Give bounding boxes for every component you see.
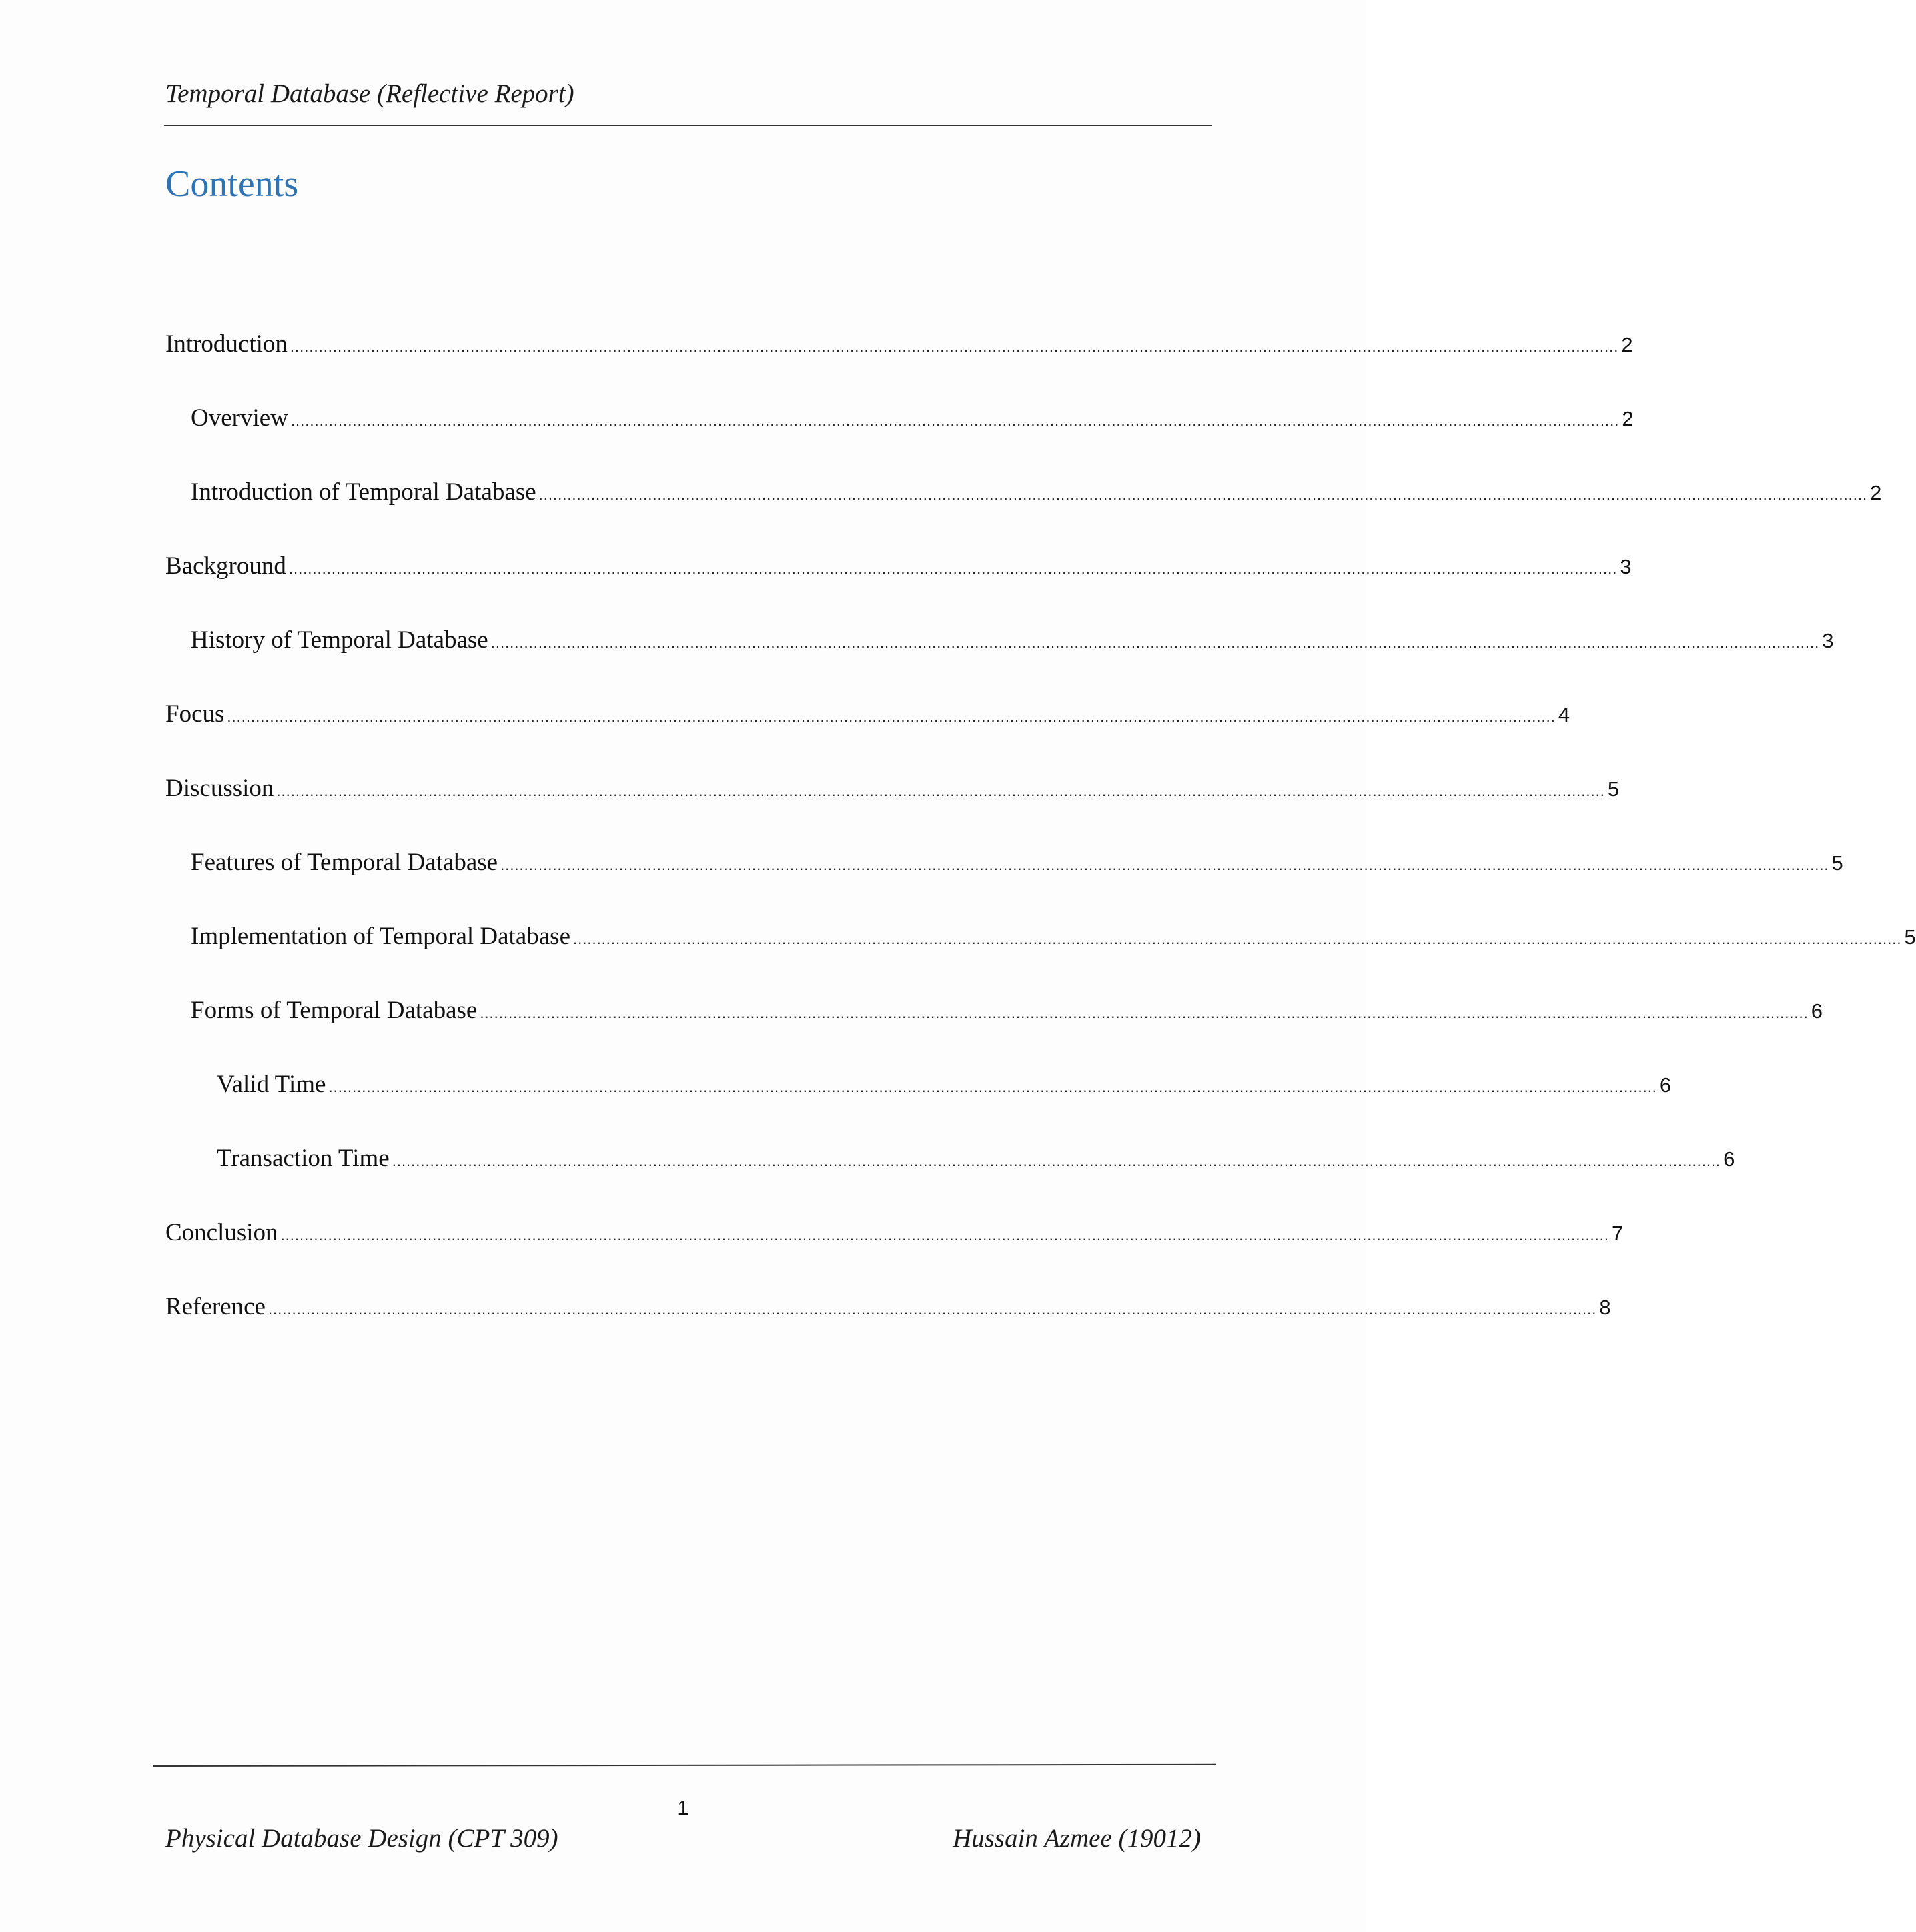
- toc-entry-label: Focus: [165, 700, 225, 728]
- toc-dot-leader: ........................................................................................................................................................................................................................................................................................: [500, 857, 1829, 873]
- toc-entry-label: Overview: [191, 404, 288, 432]
- toc-entry-forms-of-temporal-database[interactable]: [165, 993, 1823, 1067]
- toc-entry-implementation-of-temporal-database[interactable]: [165, 919, 1916, 993]
- toc-entry-features-of-temporal-database[interactable]: [165, 845, 1843, 919]
- toc-entry-reference[interactable]: [165, 1290, 1611, 1364]
- toc-entry-discussion[interactable]: [165, 771, 1620, 845]
- toc-entry-background[interactable]: [165, 549, 1632, 623]
- toc-page-number: 5: [1831, 851, 1843, 875]
- toc-page-number: 5: [1904, 925, 1916, 949]
- toc-page-number: 7: [1612, 1222, 1624, 1245]
- toc-page-number: 2: [1870, 481, 1882, 504]
- toc-entry-transaction-time[interactable]: [165, 1141, 1735, 1216]
- toc-page-number: 6: [1723, 1147, 1735, 1171]
- toc-page-number: 3: [1822, 629, 1834, 652]
- toc-dot-leader: ........................................................................................................................................................................................................................................................................................: [276, 783, 1605, 799]
- toc-dot-leader: ........................................................................................................................................................................................................................................................................................: [573, 931, 1902, 947]
- toc-dot-leader: ........................................................................................................................................................................................................................................................................................: [290, 412, 1620, 429]
- table-of-contents: [165, 327, 1916, 1364]
- toc-entry-label: Introduction: [165, 330, 288, 358]
- footer-rule: [153, 1764, 1216, 1767]
- toc-entry-overview[interactable]: [165, 401, 1634, 475]
- toc-page-number: 2: [1621, 333, 1633, 356]
- toc-heading: Contents: [165, 163, 299, 205]
- toc-dot-leader: ........................................................................................................................................................................................................................................................................................: [480, 1005, 1809, 1021]
- toc-entry-label: Forms of Temporal Database: [191, 997, 478, 1024]
- toc-page-number: 6: [1811, 999, 1823, 1023]
- toc-dot-leader: ........................................................................................................................................................................................................................................................................................: [490, 634, 1820, 651]
- toc-dot-leader: ........................................................................................................................................................................................................................................................................................: [392, 1153, 1721, 1169]
- toc-entry-label: History of Temporal Database: [191, 626, 488, 654]
- toc-dot-leader: ........................................................................................................................................................................................................................................................................................: [268, 1301, 1597, 1318]
- page-number: 1: [677, 1796, 689, 1819]
- toc-dot-leader: ........................................................................................................................................................................................................................................................................................: [280, 1227, 1610, 1244]
- toc-dot-leader: ........................................................................................................................................................................................................................................................................................: [227, 708, 1556, 725]
- toc-page-number: 4: [1558, 703, 1570, 727]
- toc-entry-label: Introduction of Temporal Database: [191, 478, 536, 506]
- toc-entry-introduction-of-temporal-database[interactable]: [165, 475, 1882, 549]
- running-header-title: Temporal Database (Reflective Report): [165, 79, 574, 108]
- header-rule: [164, 125, 1212, 126]
- toc-entry-label: Background: [165, 552, 286, 580]
- toc-page-number: 3: [1620, 555, 1632, 578]
- toc-entry-label: Reference: [165, 1293, 266, 1320]
- toc-dot-leader: ........................................................................................................................................................................................................................................................................................: [288, 560, 1618, 577]
- toc-entry-conclusion[interactable]: [165, 1216, 1624, 1290]
- toc-dot-leader: ........................................................................................................................................................................................................................................................................................: [290, 338, 1619, 355]
- toc-entry-label: Valid Time: [217, 1071, 326, 1098]
- toc-entry-label: Implementation of Temporal Database: [191, 923, 571, 950]
- toc-dot-leader: ........................................................................................................................................................................................................................................................................................: [328, 1079, 1657, 1095]
- toc-entry-label: Conclusion: [165, 1219, 278, 1246]
- toc-entry-label: Discussion: [165, 775, 274, 802]
- footer-author: Hussain Azmee (19012): [953, 1824, 1201, 1853]
- toc-entry-label: Transaction Time: [217, 1145, 390, 1172]
- footer-course-title: Physical Database Design (CPT 309): [165, 1824, 558, 1853]
- toc-entry-introduction[interactable]: [165, 327, 1633, 401]
- toc-entry-history-of-temporal-database[interactable]: [165, 623, 1834, 697]
- toc-entry-valid-time[interactable]: [165, 1067, 1672, 1141]
- toc-page-number: 6: [1659, 1073, 1672, 1097]
- toc-page-number: 5: [1607, 777, 1620, 801]
- toc-entry-focus[interactable]: [165, 697, 1570, 771]
- toc-page-number: 8: [1599, 1296, 1611, 1319]
- toc-entry-label: Features of Temporal Database: [191, 849, 498, 876]
- toc-page-number: 2: [1622, 407, 1634, 430]
- toc-dot-leader: ........................................................................................................................................................................................................................................................................................: [538, 486, 1868, 503]
